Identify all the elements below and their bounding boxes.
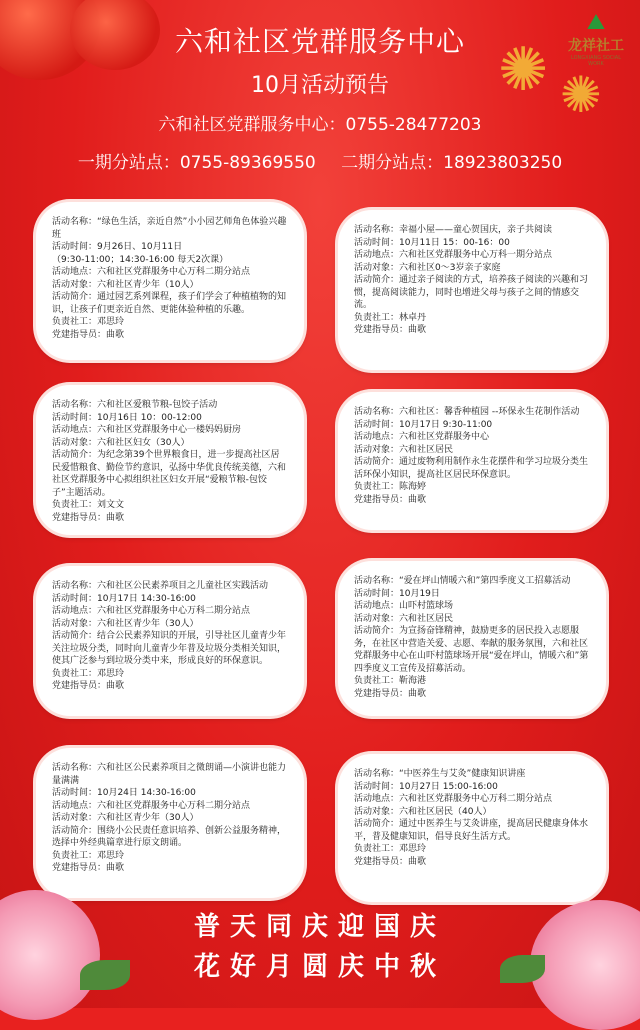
card-line: 活动地点：六和社区党群服务中心一楼妈妈厨房 <box>52 425 242 435</box>
card-line: 活动简介：通过废物利用制作永生花摆件和学习垃圾分类生活环保小知识，提高社区居民环保意识。 <box>354 457 589 480</box>
card-line: （9:30-11:00；14:30-16:00 每天2次课） <box>52 254 229 265</box>
branch1-phone: 一期分站点：0755-89369550 <box>77 153 316 173</box>
card-line: 活动名称：“中医养生与艾灸”健康知识讲座 <box>354 769 526 779</box>
card-line: 活动地点：山吓村篮球场 <box>354 601 454 611</box>
card-line: 活动时间：10月19日 <box>354 588 440 599</box>
card-line: 活动时间：9月26日、10月11日 <box>52 242 183 252</box>
card-line: 负责社工：靳海港 <box>354 676 427 686</box>
card-line: 活动名称：六和社区公民素养项目之儿童社区实践活动 <box>52 581 269 591</box>
card-line: 活动名称：六和社区公民素养项目之微朗诵—小演讲也能力量满满 <box>52 763 287 786</box>
card-line: 活动地点：六和社区党群服务中心万科二期分站点 <box>52 267 251 277</box>
card-line: 活动地点：六和社区党群服务中心万科二期分站点 <box>52 800 251 811</box>
card-line: 活动简介：通过中医养生与艾灸讲座，提高居民健康身体水平，普及健康知识，倡导良好生活方式。 <box>354 819 589 842</box>
card-line: 活动时间：10月27日 15:00-16:00 <box>354 781 498 792</box>
card-line: 活动时间：10月24日 14:30-16:00 <box>52 788 196 798</box>
card-line: 活动名称：“绿色生活，亲近自然”小小园艺师角色体验兴趣班 <box>52 217 287 240</box>
card-line: 活动对象：六和社区居民 <box>354 613 454 624</box>
card-line: 负责社工：邓思玲 <box>52 668 125 679</box>
page-title: 六和社区党群服务中心 <box>174 25 465 58</box>
branch2-phone: 二期分站点：18923803250 <box>341 153 563 173</box>
firework-decoration: ✺ <box>560 66 602 124</box>
card-line: 活动对象：六和社区0～3岁亲子家庭 <box>354 262 501 273</box>
card-line: 活动名称：六和社区爱粮节粮-包饺子活动 <box>52 400 218 410</box>
card-line: 活动简介：通过亲子阅读的方式，培养孩子阅读的兴趣和习惯，提高阅读能力，同时也增进父母与孩子之间的情感交流。 <box>354 275 589 310</box>
logo-icon: ⛰ <box>586 10 606 35</box>
card-line: 活动时间：10月11日 15：00-16：00 <box>354 237 510 248</box>
card-line: 活动简介：结合公民素养知识的开展，引导社区儿童青少年关注垃圾分类，同时向儿童青少年普及垃圾分类相关知识，使其广泛参与到垃圾分类中来，形成良好的环保意识。 <box>52 631 287 666</box>
card-line: 负责社工：邓思玲 <box>52 850 125 861</box>
activity-card <box>338 561 606 716</box>
card-line: 活动时间：10月17日 14:30-16:00 <box>52 593 196 604</box>
card-line: 党建指导员：曲歌 <box>354 856 427 867</box>
page-subtitle: 10月活动预告 <box>251 73 389 98</box>
card-line: 活动时间：10月16日 10：00-12:00 <box>52 412 202 423</box>
card-line: 负责社工：邓思玲 <box>354 844 427 854</box>
branch-phones <box>0 148 640 173</box>
card-line: 党建指导员：曲歌 <box>52 863 125 873</box>
firework-decoration: ✺ <box>498 35 549 105</box>
card-line: 活动简介：为宣扬奋锋精神，鼓励更多的居民投入志愿服务，在社区中营造关爱、志愿、奉献的服务氛围，六和社区党群服务中心在山吓村篮球场开展“爱在坪山，情暖六和”第四季度义工宣传及招募活动。 <box>354 626 589 674</box>
card-line: 负责社工：林卓丹 <box>354 312 427 323</box>
card-line: 活动对象：六和社区居民 <box>354 444 454 455</box>
card-line: 活动时间：10月17日 9:30-11:00 <box>354 419 493 430</box>
card-line: 党建指导员：曲歌 <box>354 494 427 505</box>
center-phone: 六和社区党群服务中心：0755-28477203 <box>158 115 482 135</box>
footer-line1: 普天同庆迎国庆 <box>193 912 446 942</box>
card-line: 党建指导员：曲歌 <box>52 329 125 340</box>
logo-sub: LONGXIANG SOCIAL WORK <box>571 55 621 67</box>
activity-card <box>338 392 606 530</box>
activity-card <box>36 748 304 898</box>
card-line: 活动地点：六和社区党群服务中心万科二期分站点 <box>52 606 251 616</box>
card-line: 负责社工：邓思玲 <box>52 317 125 327</box>
card-line: 活动对象：六和社区青少年（30人） <box>52 618 199 629</box>
card-line: 活动对象：六和社区居民（40人） <box>354 806 492 817</box>
card-line: 活动地点：六和社区党群服务中心万科一期分站点 <box>354 250 553 260</box>
footer-line2: 花好月圆庆中秋 <box>193 952 446 982</box>
activity-card <box>338 754 606 902</box>
activity-card <box>338 210 606 370</box>
card-line: 活动简介：围绕小公民责任意识培养、创新公益服务精神，选择中外经典篇章进行原文朗诵。 <box>52 825 287 848</box>
card-line: 活动名称：“爱在坪山情暖六和”第四季度义工招募活动 <box>354 576 571 586</box>
activity-card <box>36 202 304 360</box>
card-line: 负责社工：陈海婷 <box>354 482 427 492</box>
card-line: 活动对象：六和社区青少年（30人） <box>52 813 199 823</box>
activity-card <box>36 566 304 716</box>
card-line: 党建指导员：曲歌 <box>354 325 427 335</box>
card-line: 活动对象：六和社区妇女（30人） <box>52 437 190 448</box>
activity-card <box>36 385 304 535</box>
card-line: 活动简介：通过园艺系列课程，孩子们学会了种植植物的知识，让孩子们更亲近自然、更能体验种植的乐趣。 <box>52 292 287 315</box>
card-line: 党建指导员：曲歌 <box>354 688 427 699</box>
logo-name: 龙祥社工 <box>568 38 624 54</box>
card-line: 党建指导员：曲歌 <box>52 681 125 691</box>
card-line: 党建指导员：曲歌 <box>52 512 125 523</box>
card-line: 负责社工：刘文文 <box>52 500 125 510</box>
card-line: 活动地点：六和社区党群服务中心万科二期分站点 <box>354 794 553 804</box>
card-line: 活动名称：六和社区：馨香种植园 --环保永生花制作活动 <box>354 407 580 417</box>
card-line: 活动对象：六和社区青少年（10人） <box>52 279 199 290</box>
card-line: 活动简介：为纪念第39个世界粮食日，进一步提高社区居民爱惜粮食、勤俭节约意识，弘扬中华优良传统美德，六和社区党群服务中心拟组织社区妇女开展“爱粮节粮-包饺子”主题活动。 <box>52 450 287 498</box>
card-line: 活动地点：六和社区党群服务中心 <box>354 432 490 442</box>
card-line: 活动名称：幸福小屋——童心贺国庆，亲子共阅读 <box>354 225 553 235</box>
